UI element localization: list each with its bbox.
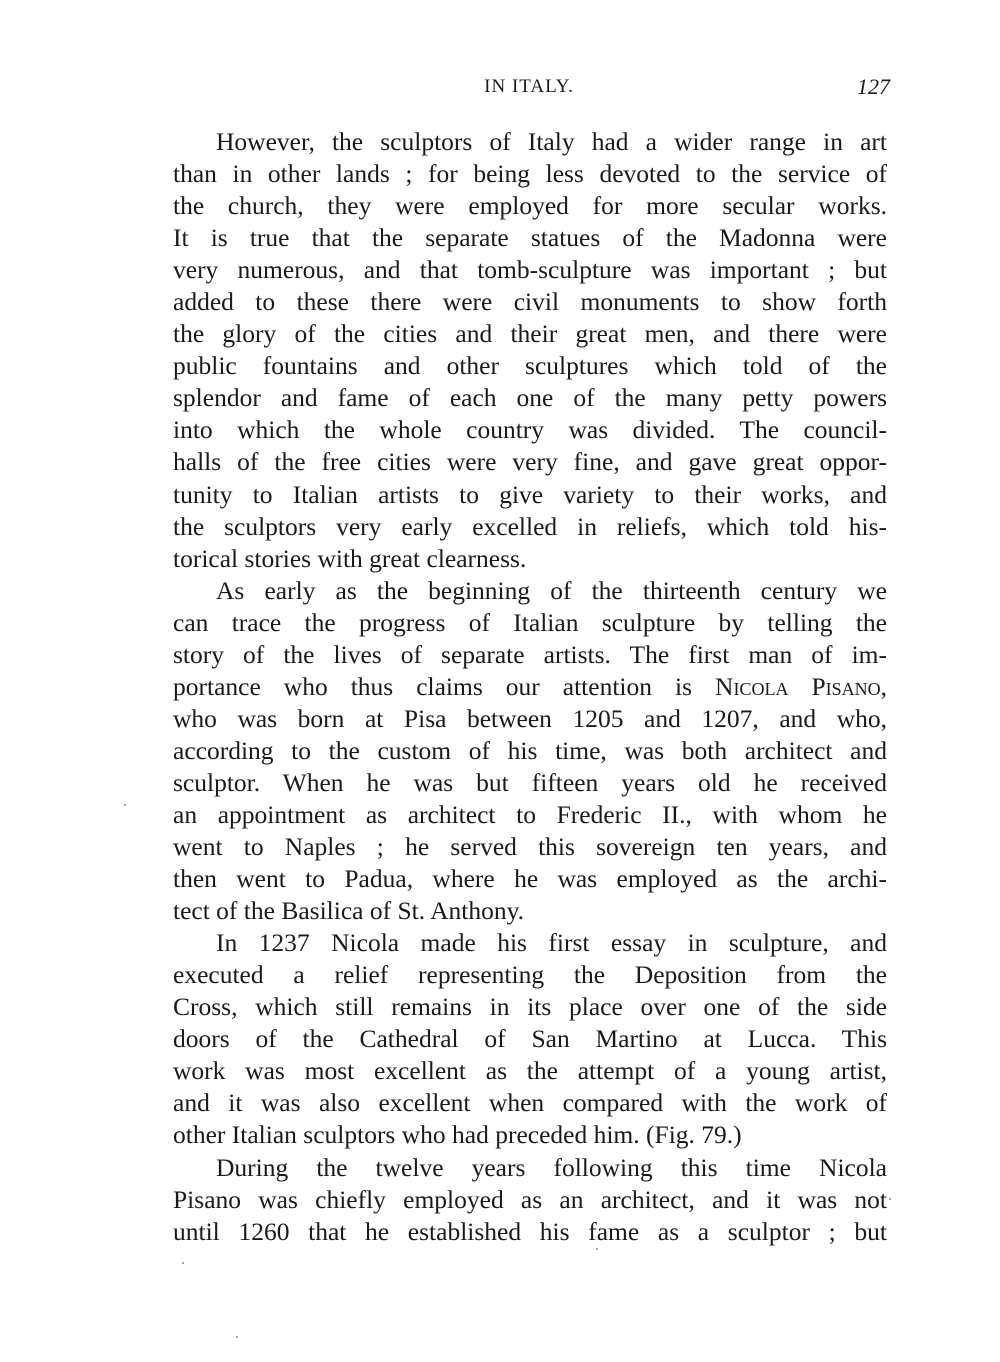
text-line: then went to Padua, where he was employed as the archi- <box>173 864 887 894</box>
text-line: Pisano was chiefly employed as an architect, and it was not <box>173 1184 887 1214</box>
text-line: torical stories with great clearness. <box>173 543 527 573</box>
text-line: doors of the Cathedral of San Martino at Lucca. This <box>173 1024 887 1054</box>
text-line: However, the sculptors of Italy had a wider range in art <box>216 127 887 156</box>
text-line: other Italian sculptors who had preceded him. (Fig. 79.) <box>173 1120 742 1150</box>
paragraph-3 <box>173 927 887 1151</box>
text-line: tunity to Italian artists to give variety to their works, and <box>173 479 887 509</box>
text-line: As early as the beginning of the thirteenth century we <box>216 575 887 605</box>
scan-speck <box>889 1198 891 1200</box>
text-line: It is true that the separate statues of the Madonna were <box>173 223 887 253</box>
text-line: into which the whole country was divided. The council- <box>173 415 887 445</box>
paragraph-1 <box>173 126 887 575</box>
running-title: IN ITALY. <box>484 76 574 97</box>
paragraph-2 <box>173 575 887 928</box>
text-line: work was most excellent as the attempt of a young artist, <box>173 1056 887 1086</box>
text-line: very numerous, and that tomb-sculpture was important ; but <box>173 255 887 285</box>
text-line: the church, they were employed for more secular works. <box>173 191 887 221</box>
text-line: according to the custom of his time, was both architect and <box>173 735 887 765</box>
text-after-name: , <box>880 671 888 701</box>
text-line: tect of the Basilica of St. Anthony. <box>173 896 525 926</box>
text-line: and it was also excellent when compared with the work of <box>173 1088 887 1118</box>
text-line: who was born at Pisa between 1205 and 1207, and who, <box>173 703 887 733</box>
scan-speck <box>596 1248 598 1250</box>
text-line: until 1260 that he established his fame as a sculptor ; but <box>173 1216 887 1246</box>
running-head <box>172 72 890 102</box>
paragraph-4 <box>173 1152 887 1248</box>
scan-speck <box>124 804 126 806</box>
body-text <box>173 126 887 1248</box>
page-number: 127 <box>857 74 890 99</box>
text-line: executed a relief representing the Deposition from the <box>173 960 887 990</box>
text-line: Cross, which still remains in its place over one of the side <box>173 992 887 1022</box>
text-before-name: portance who thus claims our attention is <box>173 671 716 701</box>
artist-name: Nicola Pisano <box>715 671 881 701</box>
text-line: sculptor. When he was but fifteen years old he received <box>173 767 887 797</box>
text-line: went to Naples ; he served this sovereign ten years, and <box>173 832 887 862</box>
text-line: public fountains and other sculptures which told of the <box>173 351 887 381</box>
text-line-with-name <box>173 671 887 703</box>
text-line: the sculptors very early excelled in reliefs, which told his- <box>173 511 887 541</box>
text-line: an appointment as architect to Frederic II., with whom he <box>173 799 887 829</box>
scan-speck <box>236 1336 238 1338</box>
text-line: halls of the free cities were very fine, and gave great oppor- <box>173 447 887 477</box>
scan-speck <box>182 1262 184 1264</box>
text-line: In 1237 Nicola made his first essay in sculpture, and <box>216 928 887 958</box>
text-line: story of the lives of separate artists. The first man of im- <box>173 639 887 669</box>
text-line: added to these there were civil monuments to show forth <box>173 287 887 317</box>
text-line: the glory of the cities and their great men, and there were <box>173 319 887 349</box>
text-line: splendor and fame of each one of the many petty powers <box>173 383 887 413</box>
text-line: During the twelve years following this time Nicola <box>216 1152 887 1182</box>
text-line: than in other lands ; for being less devoted to the service of <box>173 159 887 189</box>
text-line: can trace the progress of Italian sculpture by telling the <box>173 607 887 637</box>
